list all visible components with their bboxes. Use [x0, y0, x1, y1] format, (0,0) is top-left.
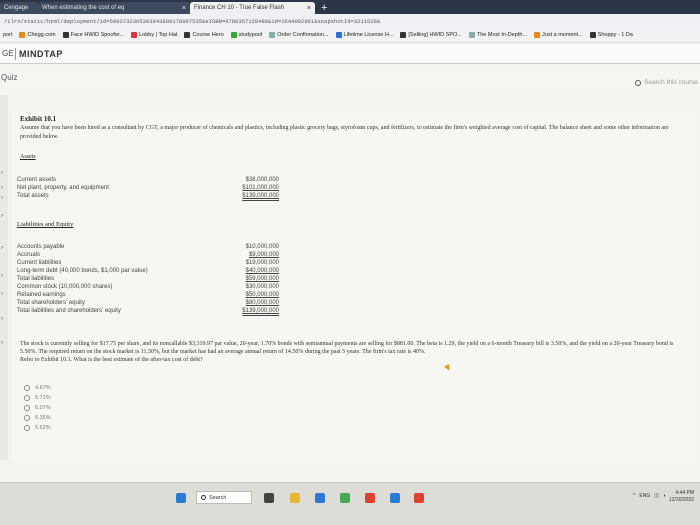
bookmark-item[interactable]: [Selling] HWID SPO...	[400, 32, 462, 38]
chevron-right-icon[interactable]: ›	[1, 273, 3, 279]
section-header	[0, 65, 700, 95]
url-text: /ilrn/static/html/deployment/id=5903732365303843809178097535&eISBN=9780357128480&id=1644092961&snapshotId=3211528&	[4, 17, 381, 25]
tab-label: When estimating the cost of eq	[42, 5, 125, 11]
volume-icon[interactable]: ◖	[662, 493, 666, 499]
clock[interactable]	[669, 490, 694, 504]
question-prompt: Refer to Exhibit 10.1. What is the best estimate of the after-tax cost of debt?	[20, 357, 203, 363]
bookmark-icon	[336, 32, 342, 38]
answer-option[interactable]: 5.62%	[24, 423, 51, 433]
table-row: Total shareholders' equity $80,000,000	[17, 300, 279, 306]
network-icon[interactable]: ◫	[654, 493, 659, 499]
bookmark-item[interactable]: Chegg.com	[19, 32, 55, 38]
browser-tab-cengage[interactable]	[0, 2, 38, 14]
assets-heading: Assets	[20, 154, 36, 160]
bookmark-item[interactable]: The Most In-Depth...	[469, 32, 527, 38]
table-row: Long-term debt (40,000 bonds, $1,000 par value) $40,000,000	[17, 268, 279, 274]
close-icon[interactable]: ×	[306, 4, 311, 12]
clock-date: 12/30/2022	[668, 497, 694, 503]
bookmark-icon	[534, 32, 540, 38]
radio-button[interactable]	[24, 425, 30, 431]
app-icon[interactable]	[414, 493, 424, 503]
bookmarks-bar	[0, 28, 700, 43]
course-abbrev: GE	[2, 49, 14, 58]
chevron-right-icon[interactable]: ›	[1, 195, 3, 201]
radio-button[interactable]	[24, 405, 30, 411]
bookmark-icon	[269, 32, 275, 38]
exhibit-intro: Assume that you have been hired as a consultant by CGT, a major producer of chemicals and plastics, including plastic grocery bags, styrofoam cups, and fertilizers, to estimate the firm's weighted average cost of capital. The balance sheet and some other information are provided below.	[20, 125, 669, 140]
question-body: The stock is currently selling for $17.75 per share, and its noncallable $3,319.97 par value, 20-year, 1.70% bonds with semiannual payments are selling for $881.00. The beta is 1.29, the yield on a 6-month Treasury bill is 3.50%, and the yield on a 20-year Treasury bond is 5.50%. The required return on the stock market is 11.50%, but the market has had an average annual return of 14.50% during the past 5 years. The firm's tax rate is 40%.	[20, 341, 674, 355]
radio-button[interactable]	[24, 385, 30, 391]
chrome-icon[interactable]	[365, 493, 375, 503]
answer-option[interactable]: 6.35%	[24, 413, 51, 423]
course-search[interactable]	[635, 79, 698, 86]
chevron-right-icon[interactable]: ›	[1, 185, 3, 191]
bookmark-item[interactable]: Order Confirmation...	[269, 32, 328, 38]
table-row: Accruals $9,000,000	[17, 252, 279, 258]
search-icon	[635, 80, 641, 86]
chevron-right-icon[interactable]: ›	[1, 340, 3, 346]
new-tab-button[interactable]: +	[321, 2, 328, 14]
language-indicator[interactable]: ENG	[639, 493, 651, 499]
bookmark-item[interactable]: Lobby | Top Hat	[131, 32, 177, 38]
search-placeholder: Search this course	[644, 79, 698, 86]
section-title: Quiz	[1, 73, 18, 82]
mouse-cursor-icon	[444, 364, 452, 372]
system-tray	[633, 493, 666, 499]
table-row: Total liabilities $59,000,000	[17, 276, 279, 282]
tophat-icon	[131, 32, 137, 38]
browser-tab-question[interactable]	[38, 2, 190, 14]
store-icon[interactable]	[340, 493, 350, 503]
taskbar-search[interactable]: Search	[196, 491, 252, 504]
bookmark-icon	[590, 32, 596, 38]
table-row: Current liabilities $19,000,000	[17, 260, 279, 266]
assets-table	[17, 176, 279, 200]
clock-time: 4:44 PM	[675, 490, 694, 496]
brand-logo: MINDTAP	[19, 48, 63, 59]
bookmark-item[interactable]: Course Hero	[184, 32, 223, 38]
chevron-right-icon[interactable]: ›	[1, 213, 3, 219]
close-icon[interactable]: ×	[181, 4, 186, 12]
radio-button[interactable]	[24, 395, 30, 401]
table-row: Total liabilities and shareholders' equity $139,000,000	[17, 308, 279, 314]
table-row: Total assets $139,000,000	[17, 193, 279, 199]
chevron-up-icon[interactable]: ^	[633, 493, 636, 499]
browser-tab-strip	[0, 0, 700, 14]
task-view-icon[interactable]	[264, 493, 274, 503]
bookmark-item[interactable]: studypool	[231, 32, 263, 38]
bookmark-item[interactable]: Just a moment...	[534, 32, 583, 38]
answer-option[interactable]: 5.71%	[24, 393, 51, 403]
studypool-icon	[231, 32, 237, 38]
question-text	[20, 340, 685, 364]
bookmark-item[interactable]: Shoppy - 1 Da	[590, 32, 633, 38]
app-icon[interactable]	[390, 493, 400, 503]
liabilities-heading: Liabilities and Equity	[17, 221, 74, 228]
bookmark-icon	[63, 32, 69, 38]
question-content	[12, 112, 696, 462]
tab-label: Finance CH 10 - True False Flash	[194, 5, 285, 11]
bookmark-item[interactable]: Face HWID Spoofer...	[63, 32, 125, 38]
liabilities-table	[17, 243, 279, 315]
left-nav-rail	[0, 95, 8, 460]
bookmark-icon	[400, 32, 406, 38]
bookmark-item[interactable]: port	[3, 32, 13, 38]
chevron-right-icon[interactable]: ›	[1, 245, 3, 251]
chevron-right-icon[interactable]: ›	[1, 316, 3, 322]
table-row: Retained earnings $50,000,000	[17, 292, 279, 298]
coursehero-icon	[184, 32, 190, 38]
answer-option[interactable]: 6.07%	[24, 403, 51, 413]
file-explorer-icon[interactable]	[290, 493, 300, 503]
answer-option[interactable]: 4.67%	[24, 383, 51, 393]
table-row: Current assets $38,000,000	[17, 177, 279, 183]
bookmark-item[interactable]: Lifetime License H...	[336, 32, 394, 38]
divider	[15, 48, 16, 60]
chevron-right-icon[interactable]: ›	[1, 170, 3, 176]
chegg-icon	[19, 32, 25, 38]
windows-start-icon[interactable]	[176, 493, 186, 503]
radio-button[interactable]	[24, 415, 30, 421]
table-row: Net plant, property, and equipment $101,000,000	[17, 185, 279, 191]
chevron-right-icon[interactable]: ›	[1, 291, 3, 297]
tab-label: Cengage	[4, 5, 29, 11]
windows-taskbar	[0, 482, 700, 525]
exhibit-title: Exhibit 10.1	[20, 115, 57, 123]
browser-tab-flashcards[interactable]	[190, 2, 315, 14]
bookmark-icon	[469, 32, 475, 38]
address-bar[interactable]	[0, 14, 700, 28]
app-header	[0, 44, 700, 64]
mail-icon[interactable]	[315, 493, 325, 503]
table-row: Accounts payable $10,000,000	[17, 244, 279, 250]
answer-options	[24, 383, 51, 433]
table-row: Common stock (10,000,000 shares) $30,000,000	[17, 284, 279, 290]
search-icon	[201, 495, 206, 500]
